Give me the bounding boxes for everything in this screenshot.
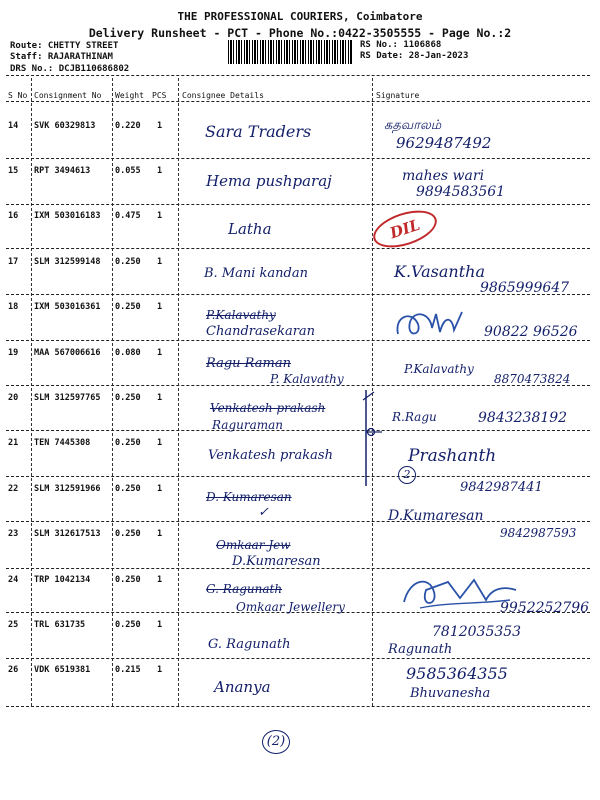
handwritten-phone: 90822 96526 [484, 324, 578, 340]
handwritten-phone: 9842987441 [460, 480, 543, 495]
row-weight: 0.250 [115, 484, 141, 494]
col-pcs: PCS [152, 91, 167, 100]
row-pcs: 1 [157, 620, 163, 630]
barcode [228, 40, 352, 64]
row-pcs: 1 [157, 302, 163, 312]
row-consignment: MAA 567006616 [34, 348, 101, 358]
col-sno: S No [8, 91, 28, 100]
row-sno: 24 [8, 575, 19, 585]
route-label: Route: CHETTY STREET [10, 41, 119, 51]
drs-number: DRS No.: DCJB110686802 [10, 64, 130, 74]
row-divider [6, 340, 590, 341]
row-consignment: RPT 3494613 [34, 166, 91, 176]
row-sno: 19 [8, 348, 19, 358]
col-weight: Weight [115, 91, 144, 100]
row-sno: 25 [8, 620, 19, 630]
row-divider [6, 476, 590, 477]
page-mark: (2) [262, 730, 290, 754]
row-sno: 21 [8, 438, 19, 448]
circled-number: 2 [398, 466, 416, 484]
row-sno: 20 [8, 393, 19, 403]
row-weight: 0.250 [115, 393, 141, 403]
row-divider [6, 204, 590, 205]
row-pcs: 1 [157, 121, 163, 131]
row-sno: 22 [8, 484, 19, 494]
handwritten-consignee-struck: G. Ragunath [206, 582, 283, 596]
company-title: THE PROFESSIONAL COURIERS, Coimbatore [177, 10, 423, 23]
row-weight: 0.250 [115, 257, 141, 267]
row-consignment: TEN 7445308 [34, 438, 91, 448]
row-consignment: SLM 312597765 [34, 393, 101, 403]
handwritten-signature: K.Vasantha [394, 262, 485, 281]
row-consignment: SLM 312591966 [34, 484, 101, 494]
row-divider [6, 706, 590, 707]
row-consignment: SVK 60329813 [34, 121, 96, 131]
handwritten-consignee: Raguraman [212, 418, 284, 432]
handwritten-consignee: Hema pushparaj [206, 172, 332, 190]
row-weight: 0.475 [115, 211, 141, 221]
handwritten-signature: R.Ragu [392, 410, 437, 424]
row-sno: 26 [8, 665, 19, 675]
handwritten-consignee: Chandrasekaran [206, 324, 316, 339]
row-pcs: 1 [157, 393, 163, 403]
signature-scribble [392, 306, 472, 342]
row-sno: 17 [8, 257, 19, 267]
handwritten-consignee-struck: Ragu Raman [206, 356, 291, 371]
row-pcs: 1 [157, 166, 163, 176]
row-divider [6, 248, 590, 249]
row-weight: 0.215 [115, 665, 141, 675]
handwritten-phone: 9843238192 [478, 410, 568, 426]
row-weight: 0.250 [115, 620, 141, 630]
handwritten-phone: 9952252796 [500, 600, 590, 616]
rs-number: RS No.: 1106868 [360, 40, 442, 50]
staff-label: Staff: RAJARATHINAM [10, 52, 113, 62]
header-divider-top [6, 75, 590, 76]
handwritten-consignee: B. Mani kandan [204, 266, 308, 281]
row-weight: 0.220 [115, 121, 141, 131]
row-divider [6, 521, 590, 522]
row-consignment: VDK 6519381 [34, 665, 91, 675]
row-consignment: IXM 503016183 [34, 211, 101, 221]
header-divider-bottom [6, 101, 590, 102]
handwritten-signature: கதவாலம் [384, 118, 442, 133]
handwritten-consignee: Ananya [214, 678, 271, 696]
row-weight: 0.250 [115, 438, 141, 448]
handwritten-signature: P.Kalavathy [404, 362, 474, 376]
row-pcs: 1 [157, 484, 163, 494]
handwritten-phone: 9629487492 [396, 134, 492, 152]
handwritten-consignee-struck: Omkaar Jew [216, 538, 291, 552]
col-consignee: Consignee Details [182, 91, 264, 100]
handwritten-signature: D.Kumaresan [388, 508, 484, 524]
handwritten-consignee: D.Kumaresan [232, 554, 321, 569]
row-divider [6, 658, 590, 659]
row-pcs: 1 [157, 438, 163, 448]
handwritten-checkmark: ✓ [258, 505, 269, 520]
handwritten-phone: 9865999647 [480, 280, 570, 296]
col-consignment: Consignment No [34, 91, 102, 100]
row-weight: 0.080 [115, 348, 141, 358]
row-pcs: 1 [157, 575, 163, 585]
row-divider [6, 430, 590, 431]
runsheet-title: Delivery Runsheet - PCT - Phone No.:0422-3505555 - Page No.:2 [88, 26, 512, 40]
col-signature: Signature [376, 91, 420, 100]
dil-stamp: DIL [369, 204, 442, 255]
handwritten-phone: 9894583561 [416, 184, 506, 200]
row-weight: 0.250 [115, 575, 141, 585]
handwritten-signature: mahes wari [402, 168, 485, 184]
handwritten-signature: Prashanth [408, 446, 497, 466]
handwritten-phone: 9585364355 [406, 664, 508, 683]
handwritten-phone: 9842987593 [500, 526, 577, 540]
row-weight: 0.055 [115, 166, 141, 176]
handwritten-consignee-struck: Venkatesh prakash [210, 401, 326, 415]
handwritten-signature: Bhuvanesha [410, 686, 491, 701]
row-divider [6, 158, 590, 159]
handwritten-bracket [362, 388, 386, 488]
row-pcs: 1 [157, 257, 163, 267]
row-consignment: TRL 631735 [34, 620, 86, 630]
row-sno: 14 [8, 121, 19, 131]
handwritten-consignee-struck: P.Kalavathy [206, 308, 276, 322]
handwritten-consignee: G. Ragunath [208, 637, 291, 652]
row-consignment: SLM 312599148 [34, 257, 101, 267]
handwritten-phone: 7812035353 [432, 624, 522, 640]
handwritten-signature: Ragunath [388, 642, 453, 657]
row-weight: 0.250 [115, 302, 141, 312]
row-weight: 0.250 [115, 529, 141, 539]
row-consignment: TRP 1042134 [34, 575, 91, 585]
row-pcs: 1 [157, 211, 163, 221]
row-consignment: SLM 312617513 [34, 529, 101, 539]
row-pcs: 1 [157, 665, 163, 675]
handwritten-consignee: P. Kalavathy [270, 372, 344, 386]
handwritten-consignee: Latha [228, 220, 272, 238]
handwritten-phone: 8870473824 [494, 372, 571, 386]
row-pcs: 1 [157, 348, 163, 358]
row-sno: 18 [8, 302, 19, 312]
handwritten-consignee-struck: D. Kumaresan [206, 490, 292, 504]
handwritten-consignee: Venkatesh prakash [208, 448, 333, 463]
row-pcs: 1 [157, 529, 163, 539]
row-sno: 16 [8, 211, 19, 221]
handwritten-consignee: Sara Traders [205, 122, 312, 141]
rs-date: RS Date: 28-Jan-2023 [360, 51, 469, 61]
row-consignment: IXM 503016361 [34, 302, 101, 312]
row-sno: 15 [8, 166, 19, 176]
handwritten-consignee: Omkaar Jewellery [236, 600, 345, 614]
row-sno: 23 [8, 529, 19, 539]
